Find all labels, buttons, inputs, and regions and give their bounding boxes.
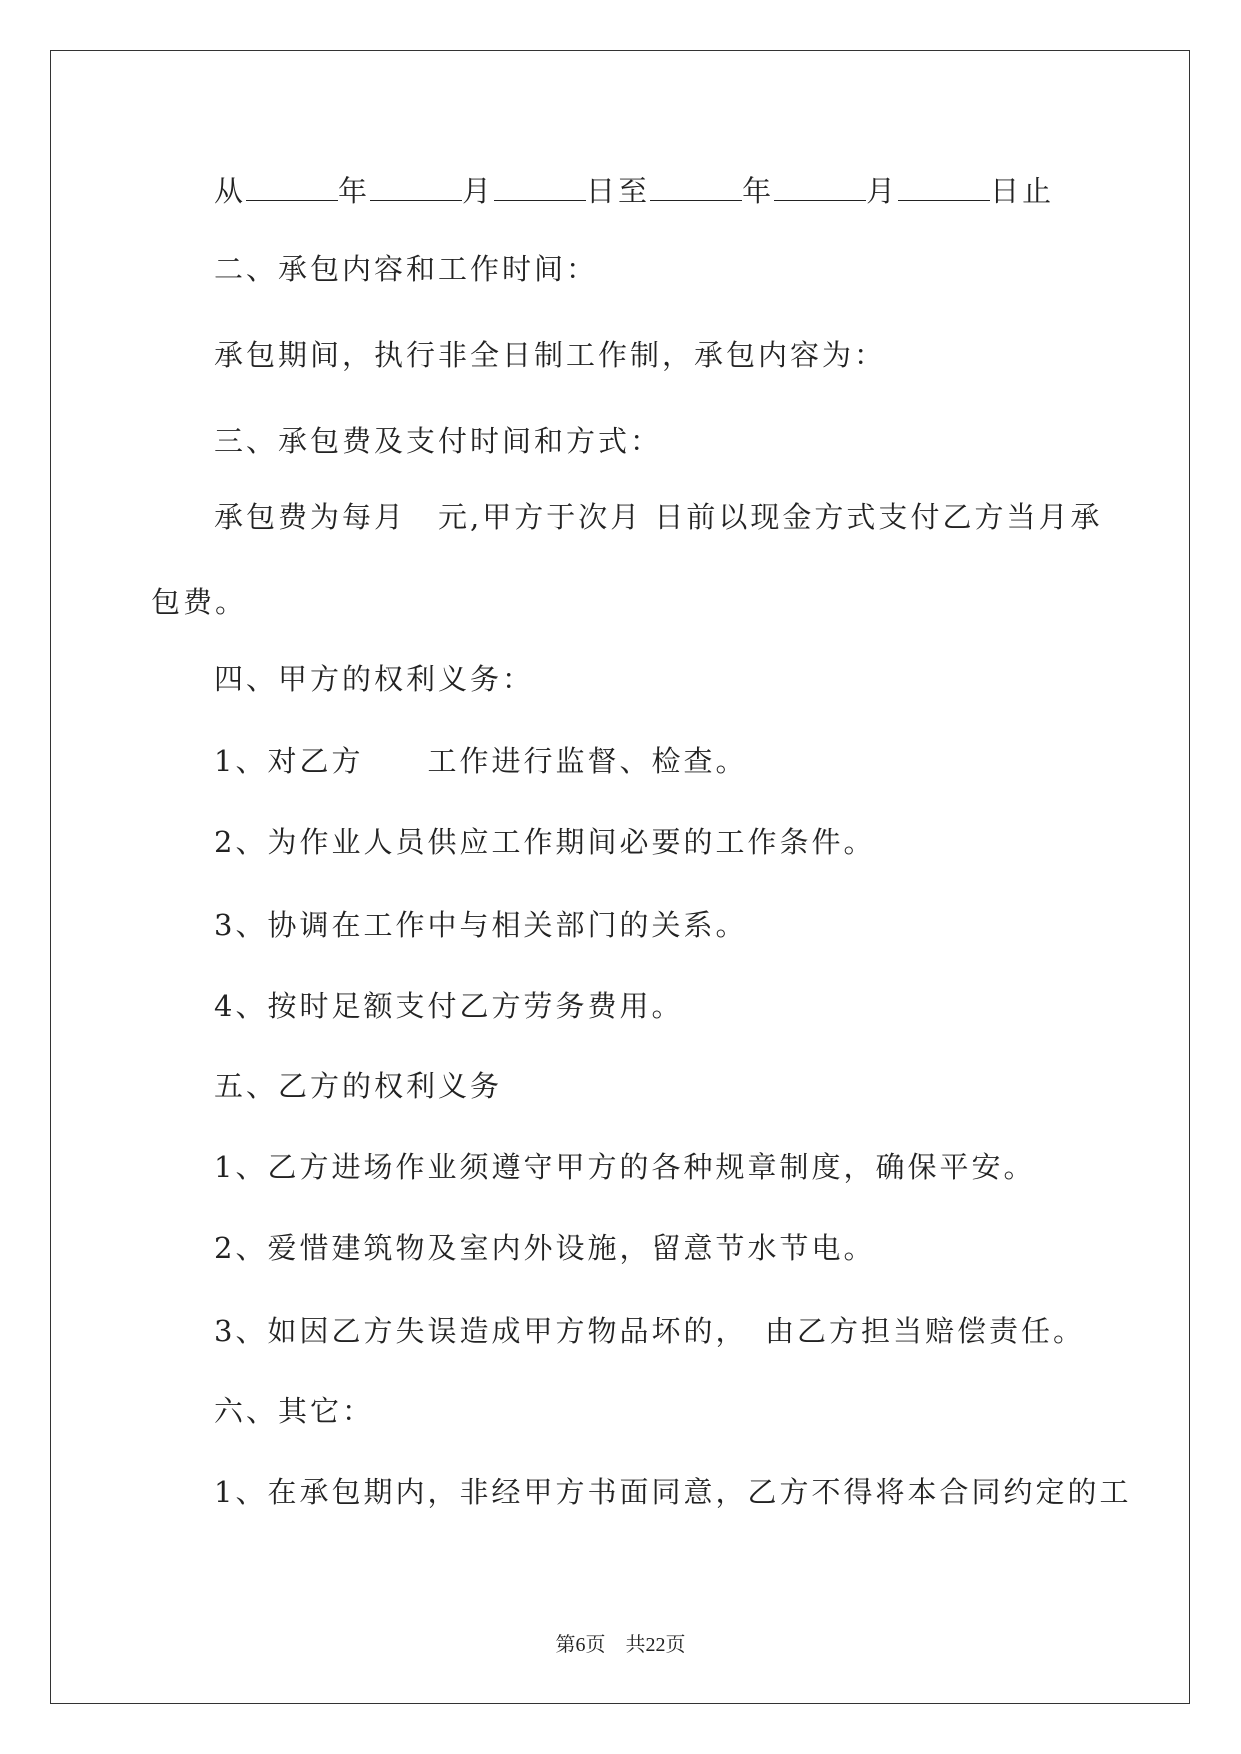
section-heading: 二、承包内容和工作时间： [214, 252, 599, 286]
blank-field[interactable] [494, 176, 586, 201]
page-number: 第6页 共22页 [555, 1634, 686, 1656]
list-item: 3、如因乙方失误造成甲方物品坏的， 由乙方担当赔偿责任。 [214, 1314, 1085, 1348]
section-heading: 五、乙方的权利义务 [214, 1069, 503, 1103]
text-month: 月 [462, 174, 495, 208]
date-range-line [214, 176, 1054, 206]
section-heading: 四、甲方的权利义务： [214, 662, 535, 696]
blank-field[interactable] [898, 176, 990, 201]
list-item: 1、乙方进场作业须遵守甲方的各种规章制度，确保平安。 [214, 1150, 1036, 1184]
list-item: 4、按时足额支付乙方劳务费用。 [214, 989, 684, 1023]
text-year: 年 [338, 174, 371, 208]
blank-field[interactable] [370, 176, 462, 201]
text-day-to: 日至 [586, 174, 651, 208]
section-heading: 六、其它： [214, 1394, 375, 1428]
paragraph: 承包期间，执行非全日制工作制，承包内容为： [214, 338, 887, 372]
text-from: 从 [214, 174, 247, 208]
list-item: 1、在承包期内，非经甲方书面同意，乙方不得将本合同约定的工 [214, 1475, 1132, 1509]
list-item: 2、爱惜建筑物及室内外设施，留意节水节电。 [214, 1231, 876, 1265]
list-item: 1、对乙方 工作进行监督、检查。 [214, 744, 748, 778]
blank-field[interactable] [246, 176, 338, 201]
section-heading: 三、承包费及支付时间和方式： [214, 424, 663, 458]
paragraph-continued: 包费。 [151, 585, 248, 619]
paragraph: 承包费为每月 元,甲方于次月 日前以现金方式支付乙方当月承 [214, 500, 1103, 534]
text-day-end: 日止 [990, 174, 1055, 208]
page-border [50, 50, 1190, 1704]
list-item: 3、协调在工作中与相关部门的关系。 [214, 908, 748, 942]
text-year: 年 [742, 174, 775, 208]
text-month: 月 [866, 174, 899, 208]
blank-field[interactable] [774, 176, 866, 201]
list-item: 2、为作业人员供应工作期间必要的工作条件。 [214, 825, 876, 859]
blank-field[interactable] [650, 176, 742, 201]
